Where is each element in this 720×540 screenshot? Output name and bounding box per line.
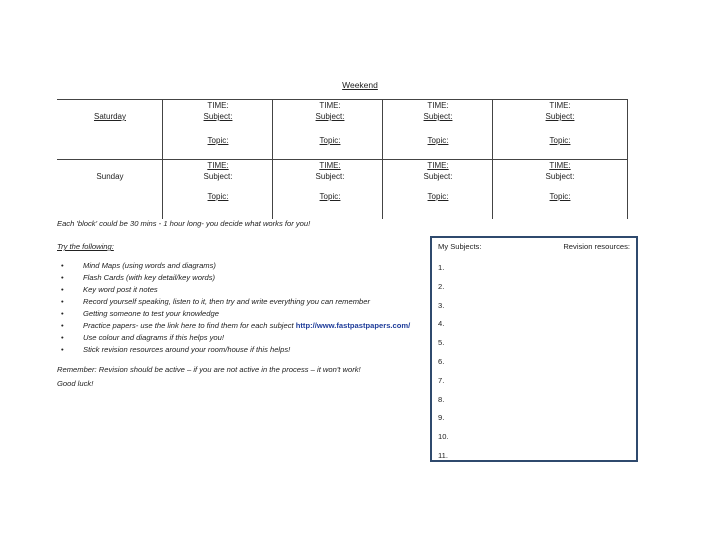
topic-label: Topic: xyxy=(207,136,229,145)
grid-divider-3 xyxy=(382,99,383,219)
subject-label: Subject: xyxy=(203,172,233,181)
list-item: 9. xyxy=(438,413,445,423)
list-item: • Flash Cards (with key detail/key words) xyxy=(57,272,427,284)
topic-label: Topic: xyxy=(319,192,341,201)
list-item: • Record yourself speaking, listen to it, then try and write everything you can remember xyxy=(57,296,427,308)
list-item: • Stick revision resources around your room/house if this helps! xyxy=(57,344,427,356)
time-label: TIME: xyxy=(549,101,571,110)
list-item: • Practice papers- use the link here to find them for each subject http://www.fastpastpapers.com/ xyxy=(57,320,427,332)
revision-notes xyxy=(57,219,427,388)
saturday-slot-4 xyxy=(520,100,600,146)
list-item: 11. xyxy=(438,450,448,460)
subjects-box-header xyxy=(438,242,630,251)
subject-number-list xyxy=(438,262,449,469)
block-length-tip: Each 'block' could be 30 mins - 1 hour long- you decide what works for you! xyxy=(57,219,311,228)
grid-divider-4 xyxy=(492,99,493,219)
day-label-saturday: Saturday xyxy=(93,112,127,121)
list-item: • Key word post it notes xyxy=(57,284,427,296)
subjects-box xyxy=(430,236,638,462)
topic-label: Topic: xyxy=(427,136,449,145)
sunday-slot-4 xyxy=(520,160,600,202)
time-label: TIME: xyxy=(319,101,341,110)
subject-label: Subject: xyxy=(315,112,345,121)
past-papers-link[interactable]: http://www.fastpastpapers.com/ xyxy=(295,321,411,330)
try-heading: Try the following: xyxy=(57,242,114,251)
topic-label: Topic: xyxy=(207,192,229,201)
time-label: TIME: xyxy=(319,161,341,170)
saturday-slot-2 xyxy=(290,100,370,146)
time-label: TIME: xyxy=(549,161,571,170)
sunday-slot-3 xyxy=(398,160,478,202)
list-item: • Mind Maps (using words and diagrams) xyxy=(57,260,427,272)
day-label-sunday: Sunday xyxy=(96,172,124,181)
subject-label: Subject: xyxy=(315,172,345,181)
revision-resources-heading: Revision resources: xyxy=(563,242,630,251)
list-item: • Use colour and diagrams if this helps you! xyxy=(57,332,427,344)
list-item: 2. xyxy=(438,281,445,291)
remember-note: Remember: Revision should be active – if you are not active in the process – it won't work! xyxy=(57,365,361,374)
list-item: 8. xyxy=(438,394,445,404)
time-label: TIME: xyxy=(207,101,229,110)
my-subjects-heading: My Subjects: xyxy=(438,242,482,251)
grid-divider-2 xyxy=(272,99,273,219)
list-item: 3. xyxy=(438,300,445,310)
list-item: • Getting someone to test your knowledge xyxy=(57,308,427,320)
time-label: TIME: xyxy=(427,101,449,110)
list-item: 5. xyxy=(438,338,445,348)
topic-label: Topic: xyxy=(549,192,571,201)
topic-label: Topic: xyxy=(319,136,341,145)
subject-label: Subject: xyxy=(203,112,233,121)
topic-label: Topic: xyxy=(549,136,571,145)
list-item: 1. xyxy=(438,263,445,272)
list-item: 4. xyxy=(438,319,445,329)
list-item: 7. xyxy=(438,375,445,385)
subject-label: Subject: xyxy=(545,112,575,121)
list-item: 10. xyxy=(438,432,449,442)
page-title: Weekend xyxy=(342,80,378,90)
grid-divider-1 xyxy=(162,99,163,219)
time-label: TIME: xyxy=(207,161,229,170)
subject-label: Subject: xyxy=(423,172,453,181)
saturday-slot-3 xyxy=(398,100,478,146)
sunday-slot-1 xyxy=(178,160,258,202)
time-label: TIME: xyxy=(427,161,449,170)
grid-divider-5 xyxy=(627,99,628,219)
subject-label: Subject: xyxy=(423,112,453,121)
subject-label: Subject: xyxy=(545,172,575,181)
good-luck-note: Good luck! xyxy=(57,379,94,388)
topic-label: Topic: xyxy=(427,192,449,201)
revision-tips-list xyxy=(57,260,427,356)
list-item: 6. xyxy=(438,356,445,366)
saturday-slot-1 xyxy=(178,100,258,146)
sunday-slot-2 xyxy=(290,160,370,202)
